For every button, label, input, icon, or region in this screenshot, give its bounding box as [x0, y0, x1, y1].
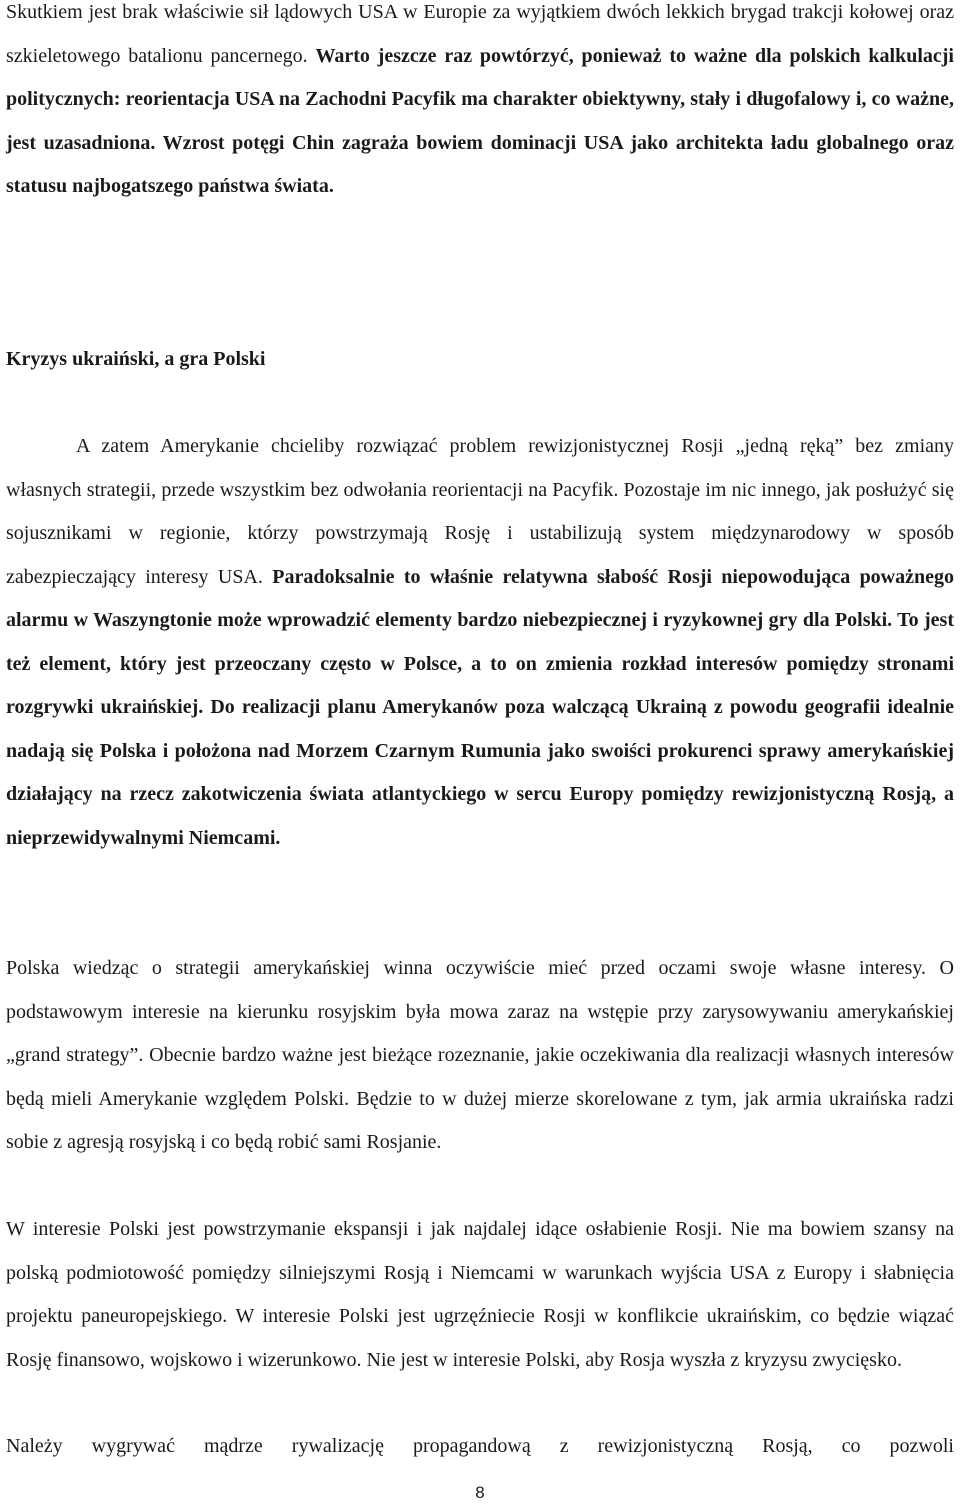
paragraph-propaganda: Należy wygrywać mądrze rywalizację propagandową z rewizjonistyczną Rosją, co pozwoli [6, 1435, 954, 1457]
page-number: 8 [475, 1483, 485, 1502]
paragraph-containment: W interesie Polski jest powstrzymanie ekspansji i jak najdalej idące osłabienie Rosji. Nie ma bowiem szansy na polską podmiotowość pomiędzy silniejszymi Rosją i Niemcami w warunkach wyjścia USA z Europy i słabnięcia projektu paneuropejskiego. W interesie Polski jest ugrzęźniecie Rosji w konflikcie ukraińskim, co będzie wiązać Rosję finansowo, wojskowo i wizerunkowo. Nie jest w interesie Polski, aby Rosja wyszła z kryzysu zwycięsko. [6, 1218, 954, 1371]
top-paragraph-bold: Warto jeszcze raz powtórzyć, ponieważ to ważne dla polskich kalkulacji politycznych: reorientacja USA na Zachodni Pacyfik ma charakter obiektywny, stały i długofalowy i, co ważne, jest uzasadniona. Wzrost potęgi Chin zagraża bowiem dominacji USA jako architekta ładu globalnego oraz statusu najbogatszego państwa świata. [6, 44, 954, 197]
section-paragraph-bold: Paradoksalnie to właśnie relatywna słabość Rosji niepowodująca poważnego alarmu w Waszyngtonie może wprowadzić elementy bardzo niebezpiecznej i ryzykownej gry dla Polski. To jest też element, który jest przeoczany często w Polsce, a to on zmienia rozkład interesów pomiędzy stronami rozgrywki ukraińskiej. Do realizacji planu Amerykanów poza walczącą Ukrainą z powodu geografii idealnie nadają się Polska i położona nad Morzem Czarnym Rumunia jako swoiści prokurenci sprawy amerykańskiej działający na rzecz zakotwiczenia świata atlantyckiego w sercu Europy pomiędzy rewizjonistyczną Rosją, a nieprzewidywalnymi Niemcami. [6, 565, 955, 849]
top-paragraph [6, 0, 954, 209]
top-paragraph-normal: Skutkiem jest brak właściwie sił lądowych USA w Europie za wyjątkiem dwóch lekkich brygad trakcji kołowej oraz szkieletowego batalionu pancernego. [6, 1, 954, 67]
section-heading: Kryzys ukraiński, a gra Polski [6, 348, 266, 370]
section-paragraph-normal: A zatem Amerykanie chcieliby rozwiązać problem rewizjonistycznej Rosji „jedną ręką” bez zmiany własnych strategii, przede wszystkim bez odwołania reorientacji na Pacyfik. Pozostaje im nic innego, jak posłużyć się sojusznikami w regionie, którzy powstrzymają Rosję i ustabilizują system międzynarodowy w sposób zabezpieczający interesy USA. [6, 435, 954, 588]
paragraph-interests: Polska wiedząc o strategii amerykańskiej winna oczywiście mieć przed oczami swoje własne interesy. O podstawowym interesie na kierunku rosyjskim była mowa zaraz na wstępie przy zarysowywaniu amerykańskiej „grand strategy”. Obecnie bardzo ważne jest bieżące rozeznanie, jakie oczekiwania dla realizacji własnych interesów będą mieli Amerykanie względem Polski. Będzie to w dużej mierze skorelowane z tym, jak armia ukraińska radzi sobie z agresją rosyjską i co będą robić sami Rosjanie. [6, 957, 954, 1153]
section-paragraph [6, 425, 954, 860]
